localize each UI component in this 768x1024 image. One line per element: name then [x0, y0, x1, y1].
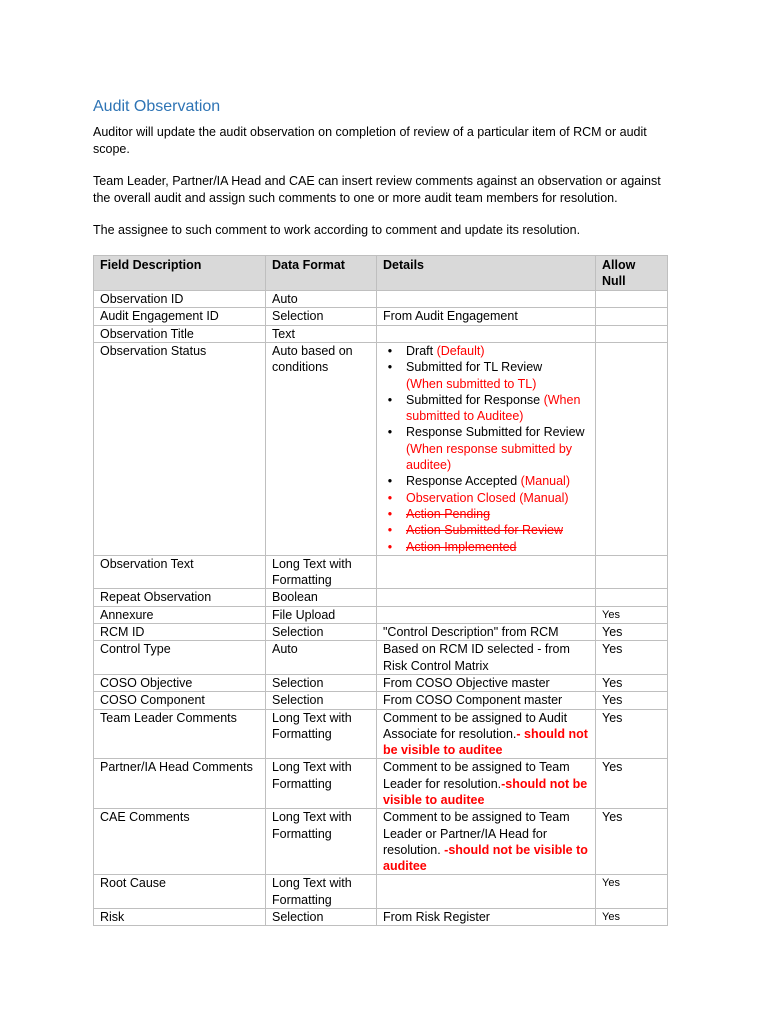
cell-details	[377, 875, 596, 909]
table-row	[94, 342, 668, 555]
table-row	[94, 589, 668, 606]
cell-field: Observation Text	[94, 555, 266, 589]
document-page	[93, 96, 667, 926]
cell-null: Yes	[596, 606, 668, 623]
intro-paragraph-1: Auditor will update the audit observation on completion of review of a particular item of RCM or audit scope.	[93, 125, 647, 156]
bullet-icon: •	[387, 343, 393, 358]
status-list	[383, 343, 589, 555]
table-row	[94, 674, 668, 691]
cell-format: Selection	[266, 624, 377, 641]
cell-details	[377, 291, 596, 308]
cell-details	[377, 555, 596, 589]
cell-format: Text	[266, 325, 377, 342]
cell-details: From Risk Register	[377, 909, 596, 926]
intro-paragraph-2: Team Leader, Partner/IA Head and CAE can insert review comments against an observation or against the overall audit and assign such comments to one or more audit team members for resolution.	[93, 174, 661, 205]
list-item: • Observation Closed (Manual)	[406, 490, 589, 506]
cell-field: COSO Objective	[94, 674, 266, 691]
cell-field: Observation ID	[94, 291, 266, 308]
table-row	[94, 909, 668, 926]
cell-field: Risk	[94, 909, 266, 926]
list-item: • Action Implemented	[406, 539, 589, 555]
table-row	[94, 291, 668, 308]
cell-field: Team Leader Comments	[94, 709, 266, 759]
bullet-icon: •	[387, 490, 393, 505]
cell-details: Comment to be assigned to Audit Associate for resolution.- should not be visible to auditee	[377, 709, 596, 759]
cell-details: "Control Description" from RCM	[377, 624, 596, 641]
list-item: • Submitted for TL Review (When submitted to TL)	[406, 359, 589, 392]
list-item: • Submitted for Response (When submitted to Auditee)	[406, 392, 589, 425]
cell-details: Based on RCM ID selected - from Risk Control Matrix	[377, 641, 596, 675]
cell-format: Selection	[266, 308, 377, 325]
table-row	[94, 641, 668, 675]
cell-field: Repeat Observation	[94, 589, 266, 606]
list-item: • Response Accepted (Manual)	[406, 473, 589, 489]
cell-field: Control Type	[94, 641, 266, 675]
table-row	[94, 606, 668, 623]
list-item: • Action Pending	[406, 506, 589, 522]
cell-format: Auto	[266, 291, 377, 308]
cell-details	[377, 325, 596, 342]
cell-null	[596, 325, 668, 342]
cell-format: Long Text with Formatting	[266, 759, 377, 809]
cell-details: From COSO Component master	[377, 692, 596, 709]
table-row	[94, 875, 668, 909]
cell-format: Long Text with Formatting	[266, 809, 377, 875]
cell-null: Yes	[596, 909, 668, 926]
page-title: Audit Observation	[93, 98, 221, 115]
bullet-icon: •	[387, 506, 393, 521]
header-details: Details	[377, 255, 596, 291]
bullet-icon: •	[387, 539, 393, 554]
cell-format: Long Text with Formatting	[266, 875, 377, 909]
header-allow-null: Allow Null	[596, 255, 668, 291]
table-row	[94, 624, 668, 641]
cell-null: Yes	[596, 875, 668, 909]
cell-null: Yes	[596, 641, 668, 675]
cell-details	[377, 606, 596, 623]
table-row	[94, 759, 668, 809]
cell-field: Partner/IA Head Comments	[94, 759, 266, 809]
list-item: • Response Submitted for Review (When response submitted by auditee)	[406, 424, 589, 473]
cell-details: From COSO Objective master	[377, 674, 596, 691]
cell-format: Boolean	[266, 589, 377, 606]
intro-paragraph-3: The assignee to such comment to work according to comment and update its resolution.	[93, 223, 581, 237]
cell-field: Observation Status	[94, 342, 266, 555]
cell-null	[596, 555, 668, 589]
table-row	[94, 308, 668, 325]
table-row	[94, 555, 668, 589]
cell-details	[377, 589, 596, 606]
bullet-icon: •	[387, 474, 393, 489]
cell-null: Yes	[596, 709, 668, 759]
cell-field: CAE Comments	[94, 809, 266, 875]
header-data-format: Data Format	[266, 255, 377, 291]
bullet-icon: •	[387, 523, 393, 538]
table-row	[94, 809, 668, 875]
table-row	[94, 325, 668, 342]
bullet-icon: •	[387, 360, 393, 375]
cell-details: From Audit Engagement	[377, 308, 596, 325]
bullet-icon: •	[387, 425, 393, 440]
list-item: • Action Submitted for Review	[406, 522, 589, 538]
cell-null: Yes	[596, 624, 668, 641]
bullet-icon: •	[387, 392, 393, 407]
cell-null	[596, 342, 668, 555]
cell-field: RCM ID	[94, 624, 266, 641]
cell-format: Selection	[266, 692, 377, 709]
cell-field: Audit Engagement ID	[94, 308, 266, 325]
cell-null: Yes	[596, 674, 668, 691]
cell-field: Root Cause	[94, 875, 266, 909]
cell-format: Long Text with Formatting	[266, 555, 377, 589]
list-item: • Draft (Default)	[406, 343, 589, 359]
cell-null: Yes	[596, 759, 668, 809]
cell-details: Comment to be assigned to Team Leader for resolution.-should not be visible to auditee	[377, 759, 596, 809]
cell-null	[596, 308, 668, 325]
table-row	[94, 692, 668, 709]
cell-format: File Upload	[266, 606, 377, 623]
cell-format: Selection	[266, 674, 377, 691]
field-table	[93, 255, 668, 927]
cell-details: Comment to be assigned to Team Leader or Partner/IA Head for resolution. -should not be visible to auditee	[377, 809, 596, 875]
cell-null	[596, 589, 668, 606]
cell-null: Yes	[596, 809, 668, 875]
cell-null	[596, 291, 668, 308]
header-field-description: Field Description	[94, 255, 266, 291]
cell-details-status-list	[377, 342, 596, 555]
table-header-row	[94, 255, 668, 291]
cell-field: COSO Component	[94, 692, 266, 709]
cell-format: Auto based on conditions	[266, 342, 377, 555]
cell-field: Annexure	[94, 606, 266, 623]
cell-format: Selection	[266, 909, 377, 926]
table-row	[94, 709, 668, 759]
cell-null: Yes	[596, 692, 668, 709]
cell-format: Auto	[266, 641, 377, 675]
cell-format: Long Text with Formatting	[266, 709, 377, 759]
cell-field: Observation Title	[94, 325, 266, 342]
